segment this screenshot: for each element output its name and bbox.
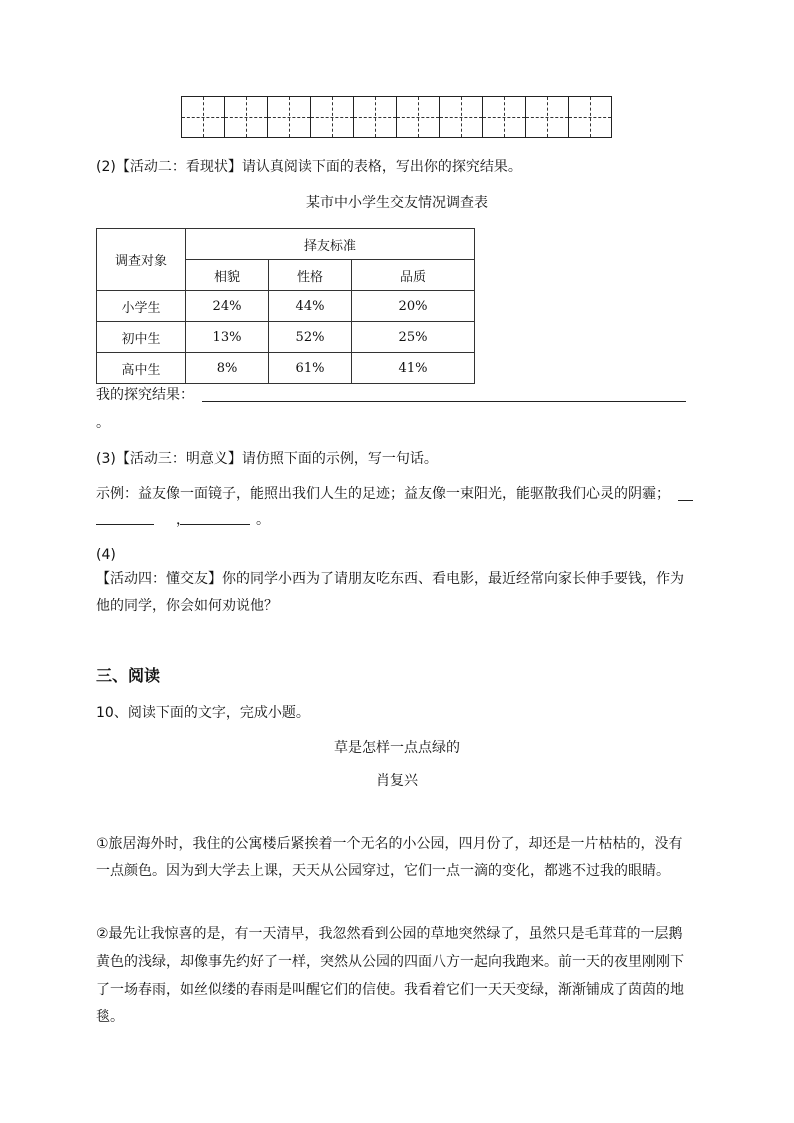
grid-cell[interactable]: [182, 97, 225, 137]
cell-value: 13%: [186, 322, 269, 353]
q4-line2: 他的同学，你会如何劝说他？: [96, 598, 278, 614]
paragraph-line: ②最先让我惊喜的是，有一天清早，我忽然看到公园的草地突然绿了，虽然只是毛茸茸的一层鹅: [96, 926, 683, 942]
cell-value: 41%: [352, 353, 475, 384]
subheader: 性格: [269, 260, 352, 291]
grid-cell[interactable]: [526, 97, 569, 137]
q10-prompt: 10、阅读下面的文字，完成小题。: [96, 705, 310, 721]
grid-cell[interactable]: [569, 97, 611, 137]
header-object: 调查对象: [97, 229, 186, 291]
paragraph-line: 了一场春雨，如丝似缕的春雨是叫醒它们的信使。我看着它们一天天变绿，渐渐铺成了茵茵的地: [96, 982, 684, 998]
row-label: 小学生: [97, 291, 186, 322]
result-label: 我的探究结果：: [96, 387, 194, 403]
cell-value: 25%: [352, 322, 475, 353]
grid-cell[interactable]: [354, 97, 397, 137]
cell-value: 20%: [352, 291, 475, 322]
article-title: 草是怎样一点点绿的: [334, 740, 460, 756]
subheader: 相貌: [186, 260, 269, 291]
table-row: [97, 322, 475, 353]
q4-number: (4): [96, 547, 116, 563]
cell-value: 44%: [269, 291, 352, 322]
grid-cell[interactable]: [483, 97, 526, 137]
paragraph-line: 一点颜色。因为到大学去上课，天天从公园穿过，它们一点一滴的变化，都逃不过我的眼睛。: [96, 863, 670, 879]
survey-table: [96, 228, 475, 384]
table-row: [97, 353, 475, 384]
writing-grid[interactable]: [181, 96, 612, 138]
q2-prompt: (2)【活动二：看现状】请认真阅读下面的表格，写出你的探究结果。: [96, 159, 522, 175]
grid-cell[interactable]: [397, 97, 440, 137]
q4-line1: 【活动四：懂交友】你的同学小西为了请朋友吃东西、看电影，最近经常向家长伸手要钱，作为: [96, 571, 684, 587]
grid-cell[interactable]: [225, 97, 268, 137]
q3-end: 。: [256, 512, 270, 528]
q3-example: 示例：益友像一面镜子，能照出我们人生的足迹；益友像一束阳光，能驱散我们心灵的阴霾；: [96, 486, 670, 502]
q3-answer-line-1a[interactable]: [678, 500, 693, 501]
paragraph-line: 黄色的浅绿，却像事先约好了一样，突然从公园的四面八方一起向我跑来。前一天的夜里刚刚下: [96, 954, 684, 970]
row-label: 初中生: [97, 322, 186, 353]
q3-answer-line-1b[interactable]: [96, 524, 154, 525]
result-answer-line[interactable]: [202, 401, 686, 402]
grid-cell[interactable]: [268, 97, 311, 137]
grid-cell[interactable]: [311, 97, 354, 137]
header-group: 择友标准: [186, 229, 475, 260]
subheader: 品质: [352, 260, 475, 291]
q3-answer-line-2[interactable]: [180, 524, 250, 525]
article-author: 肖复兴: [376, 773, 418, 789]
row-label: 高中生: [97, 353, 186, 384]
cell-value: 52%: [269, 322, 352, 353]
grid-cell[interactable]: [440, 97, 483, 137]
q3-prompt: (3)【活动三：明意义】请仿照下面的示例，写一句话。: [96, 451, 438, 467]
cell-value: 61%: [269, 353, 352, 384]
table-row: [97, 291, 475, 322]
paragraph-line: ①旅居海外时，我住的公寓楼后紧挨着一个无名的小公园，四月份了，却还是一片枯枯的，没有: [96, 836, 683, 852]
cell-value: 8%: [186, 353, 269, 384]
paragraph-line: 毯。: [96, 1009, 124, 1025]
result-end: 。: [96, 415, 110, 431]
section-title: 三、阅读: [96, 666, 161, 685]
table-title: 某市中小学生交友情况调查表: [306, 195, 488, 211]
cell-value: 24%: [186, 291, 269, 322]
q3-sep: ，: [176, 512, 190, 528]
